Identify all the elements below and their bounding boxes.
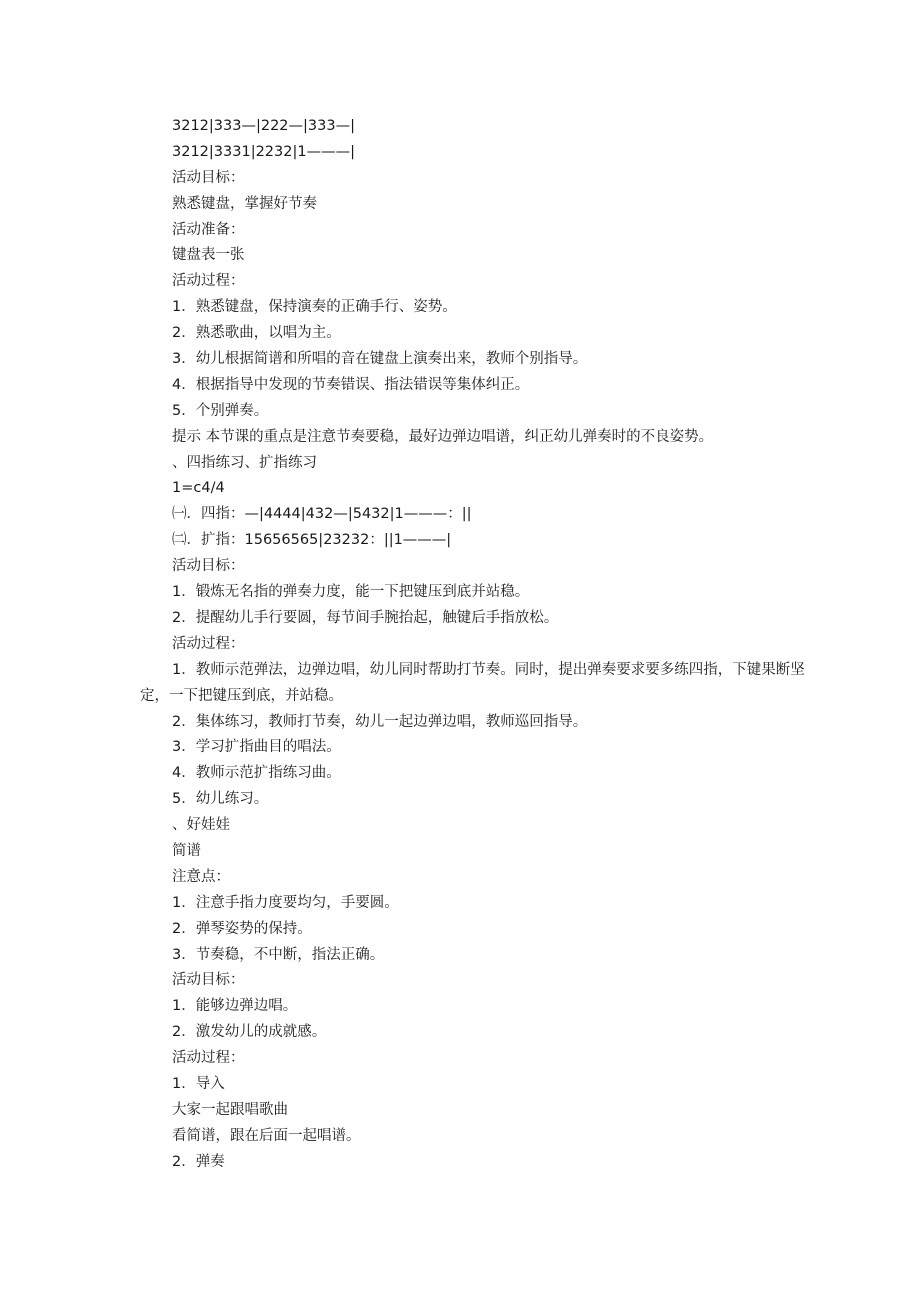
list-item: 1．能够边弹边唱。 xyxy=(172,998,298,1015)
paragraph: 简谱 xyxy=(172,842,201,859)
section-heading: 活动过程： xyxy=(172,635,245,652)
list-item: 3．幼儿根据简谱和所唱的音在键盘上演奏出来，教师个别指导。 xyxy=(172,351,588,368)
list-item: 3．节奏稳，不中断，指法正确。 xyxy=(172,946,385,963)
list-item: 2．熟悉歌曲，以唱为主。 xyxy=(172,325,341,342)
list-item: 3．学习扩指曲目的唱法。 xyxy=(172,739,341,756)
paragraph: 熟悉键盘，掌握好节奏 xyxy=(172,195,317,212)
notation-line: 3212|333—|222—|333—| xyxy=(172,118,355,134)
paragraph: 大家一起跟唱歌曲 xyxy=(172,1101,288,1118)
list-item: 2．弹琴姿势的保持。 xyxy=(172,920,312,937)
section-heading: 活动目标： xyxy=(172,972,245,989)
list-item: 1．导入 xyxy=(172,1075,225,1092)
list-item: 1．熟悉键盘，保持演奏的正确手行、姿势。 xyxy=(172,299,457,316)
list-item: 5．个别弹奏。 xyxy=(172,402,269,419)
tip-paragraph: 提示 本节课的重点是注意节奏要稳，最好边弹边唱谱，纠正幼儿弹奏时的不良姿势。 xyxy=(172,428,714,445)
section-heading: 活动过程： xyxy=(172,1050,245,1067)
list-item: 5．幼儿练习。 xyxy=(172,791,269,808)
list-item: 2．弹奏 xyxy=(172,1153,225,1170)
list-item: 1．教师示范弹法，边弹边唱，幼儿同时帮助打节奏。同时，提出弹奏要求要多练四指，下键果断坚定，一下把键压到底，并站稳。 xyxy=(140,661,805,704)
key-signature: 1=c4/4 xyxy=(172,480,225,497)
notation-line: ㈡．扩指：15656565|23232：||1———| xyxy=(172,532,452,549)
section-heading: 活动目标： xyxy=(172,169,245,186)
section-title: 、四指练习、扩指练习 xyxy=(172,454,317,471)
notation-line: ㈠．四指：—|4444|432—|5432|1———：|| xyxy=(172,506,472,523)
list-item: 2．提醒幼儿手行要圆，每节间手腕抬起，触键后手指放松。 xyxy=(172,609,559,626)
section-title: 、好娃娃 xyxy=(172,817,230,834)
section-heading: 活动目标： xyxy=(172,558,245,575)
list-item: 2．激发幼儿的成就感。 xyxy=(172,1024,327,1041)
list-item: 1．注意手指力度要均匀，手要圆。 xyxy=(172,894,399,911)
section-heading: 注意点： xyxy=(172,868,230,885)
list-item: 4．根据指导中发现的节奏错误、指法错误等集体纠正。 xyxy=(172,376,530,393)
paragraph: 键盘表一张 xyxy=(172,247,245,264)
section-heading: 活动过程： xyxy=(172,273,245,290)
notation-line: 3212|3331|2232|1———| xyxy=(172,143,355,160)
list-item: 1．锻炼无名指的弹奏力度，能一下把键压到底并站稳。 xyxy=(172,584,530,601)
document-body xyxy=(140,114,820,1176)
list-item: 4．教师示范扩指练习曲。 xyxy=(172,765,341,782)
paragraph: 看简谱，跟在后面一起唱谱。 xyxy=(172,1127,361,1144)
list-item: 2．集体练习，教师打节奏，幼儿一起边弹边唱，教师巡回指导。 xyxy=(172,713,588,730)
section-heading: 活动准备： xyxy=(172,221,245,238)
